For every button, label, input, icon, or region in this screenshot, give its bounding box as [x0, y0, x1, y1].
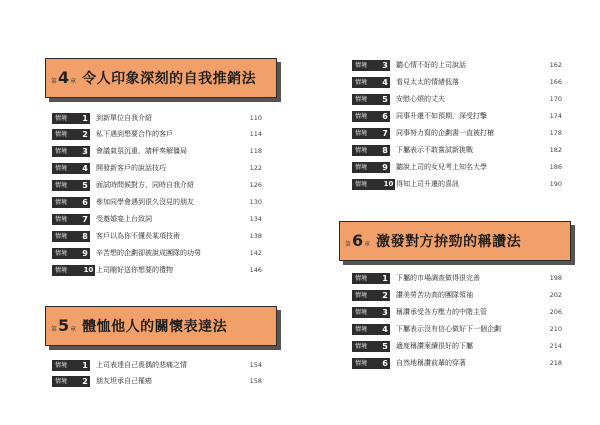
- toc-entry[interactable]: 情境 4 開發新客戶的說話技巧 122: [52, 163, 262, 175]
- toc-entry[interactable]: 情境 6 同事升遷不如預期，深受打擊 174: [352, 111, 562, 123]
- toc-entry[interactable]: 情境 2 朋友坦承自己罹癌 158: [52, 376, 262, 388]
- toc-entry[interactable]: 情境 9 辛苦想的企劃卻被說成團隊的功勞 142: [52, 248, 262, 260]
- toc-entry[interactable]: 情境 3 會議氣氛沉重，請秤奏解僵局 118: [52, 146, 262, 158]
- toc-entry[interactable]: 情境 6 參加同學會遇到很久沒見的朋友 130: [52, 197, 262, 209]
- toc-entry[interactable]: 情境 1 下屬的市場調查做得很完善 198: [352, 273, 562, 285]
- toc-entry[interactable]: 情境 1 到新單位自我介紹 110: [52, 113, 262, 125]
- right-page: [300, 0, 600, 425]
- toc-entry[interactable]: 情境 4 下屬表示沒有信心做好下一個企劃 210: [352, 324, 562, 336]
- chapter-6-heading: [339, 221, 571, 261]
- toc-entry[interactable]: 情境 5 安慰心煩的丈夫 170: [352, 94, 562, 106]
- chapter-badge: 第 6 章: [345, 231, 371, 250]
- chapter-6-list: [352, 273, 562, 373]
- toc-entry[interactable]: 情境 3 稱讚承受各方壓力的中階主管 206: [352, 307, 562, 319]
- toc-entry[interactable]: 情境 5 適度稱讚案續很好的下屬 214: [352, 341, 562, 353]
- chapter-5-heading: [45, 306, 277, 346]
- toc-entry[interactable]: 情境 6 自然地稱讚前輩的穿著 218: [352, 358, 562, 370]
- toc-entry[interactable]: 情境 10 得知上司升遷的喜訊 190: [352, 179, 562, 191]
- toc-entry[interactable]: 情境 2 讚美勞苦功高的團隊領袖 202: [352, 290, 562, 302]
- chapter-badge: 第 4 章: [51, 68, 77, 87]
- toc-entry[interactable]: 情境 9 聽說上司的女兒考上知名大學 186: [352, 162, 562, 174]
- toc-entry[interactable]: 情境 2 私下遇到想要合作的客戶 114: [52, 129, 262, 141]
- toc-entry[interactable]: 情境 1 上司表達自己喪偶的悲痛之情 154: [52, 360, 262, 372]
- toc-entry[interactable]: 情境 4 看見太太的情緒低落 166: [352, 77, 562, 89]
- toc-entry[interactable]: 情境 7 受邀婚宴上台致詞 134: [52, 214, 262, 226]
- toc-entry[interactable]: 情境 3 聽心情不好的上司說話 162: [352, 60, 562, 72]
- toc-entry[interactable]: 情境 7 同事努力寫的企劃書一直被打槍 178: [352, 128, 562, 140]
- chapter-title: 令人印象深刻的自我推銷法: [82, 71, 257, 87]
- toc-entry[interactable]: 情境 8 下屬表示不敢嘗試新挑戰 182: [352, 145, 562, 157]
- chapter-4-heading: [45, 58, 277, 98]
- toc-entry[interactable]: 情境 10 上司剛好送你想要的禮物 146: [52, 265, 262, 277]
- chapter-5-continued-list: [352, 60, 562, 192]
- chapter-5-list: [52, 360, 262, 392]
- chapter-title: 體恤他人的關懷表達法: [82, 319, 228, 335]
- chapter-badge: 第 5 章: [51, 316, 77, 335]
- chapter-title: 激發對方拚勁的稱讚法: [376, 234, 522, 250]
- chapter-4-list: [52, 113, 262, 278]
- toc-entry[interactable]: 情境 5 面試時問候對方，同時自我介紹 126: [52, 180, 262, 192]
- toc-entry[interactable]: 情境 8 客戶以為你不懂長某項技術 138: [52, 231, 262, 243]
